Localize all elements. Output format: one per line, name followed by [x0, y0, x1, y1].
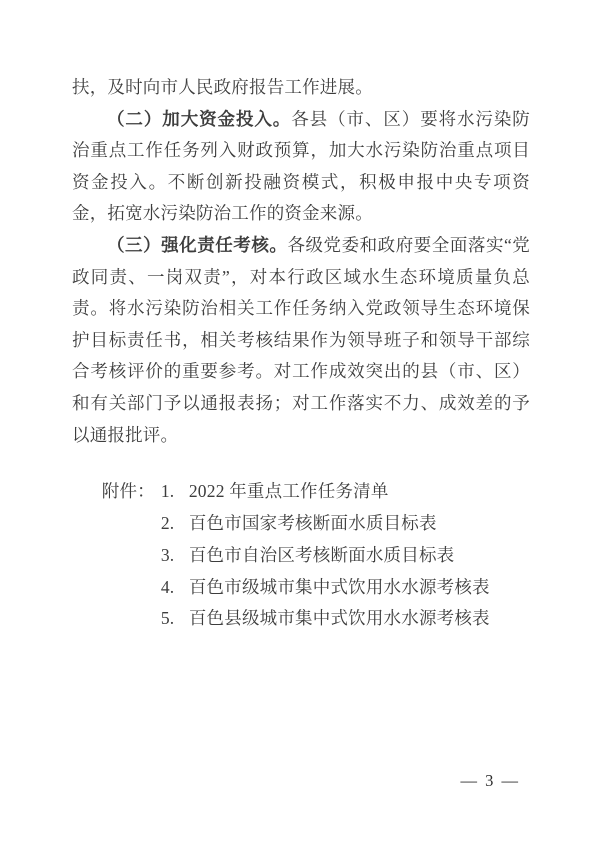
paragraph-heading: （二）加大资金投入。	[107, 108, 292, 129]
paragraph-section-3	[72, 230, 530, 451]
attachment-list-section	[72, 476, 530, 635]
list-item-number: 3.	[160, 544, 175, 565]
list-item	[161, 476, 530, 508]
list-item-text: 2022 年重点工作任务清单	[188, 481, 389, 502]
paragraph-heading: （三）强化责任考核。	[107, 234, 288, 255]
paragraph-text: 各级党委和政府要全面落实“党政同责、一岗双责”，对本行政区域水生态环境质量负总责。将水污染防治相关工作任务纳入党政领导生态环境保护目标责任书，相关考核结果作为领导班子和领导干部综合考核评价的重要参考。对工作成效突出的县（市、区）和有关部门予以通报表扬；对工作落实不力、成效差的予以通报批评。	[72, 234, 530, 445]
attachment-list	[161, 476, 530, 635]
list-item-text: 百色市级城市集中式饮用水水源考核表	[188, 576, 490, 597]
list-item	[161, 540, 530, 572]
paragraph-section-2	[72, 104, 530, 230]
list-item	[161, 508, 530, 540]
list-item	[161, 572, 530, 604]
paragraph-text: 各县（市、区）要将水污染防治重点工作任务列入财政预算，加大水污染防治重点项目资金投入。不断创新投融资模式，积极申报中央专项资金，拓宽水污染防治工作的资金来源。	[72, 108, 531, 224]
list-item-text: 百色县级城市集中式饮用水水源考核表	[188, 608, 490, 629]
list-item-number: 4.	[160, 576, 175, 597]
list-item-number: 2.	[160, 512, 175, 533]
list-item-number: 5.	[160, 608, 175, 629]
list-item-text: 百色市国家考核断面水质目标表	[188, 512, 437, 533]
page-number: — 3 —	[460, 771, 520, 790]
list-item-text: 百色市自治区考核断面水质目标表	[188, 544, 455, 565]
document-body	[72, 72, 530, 635]
attachment-label: 附件：	[101, 481, 155, 502]
paragraph-continuation	[72, 72, 530, 104]
list-item-number: 1.	[160, 481, 175, 502]
list-item	[161, 603, 530, 635]
paragraph-text: 扶，及时向市人民政府报告工作进展。	[72, 77, 373, 97]
